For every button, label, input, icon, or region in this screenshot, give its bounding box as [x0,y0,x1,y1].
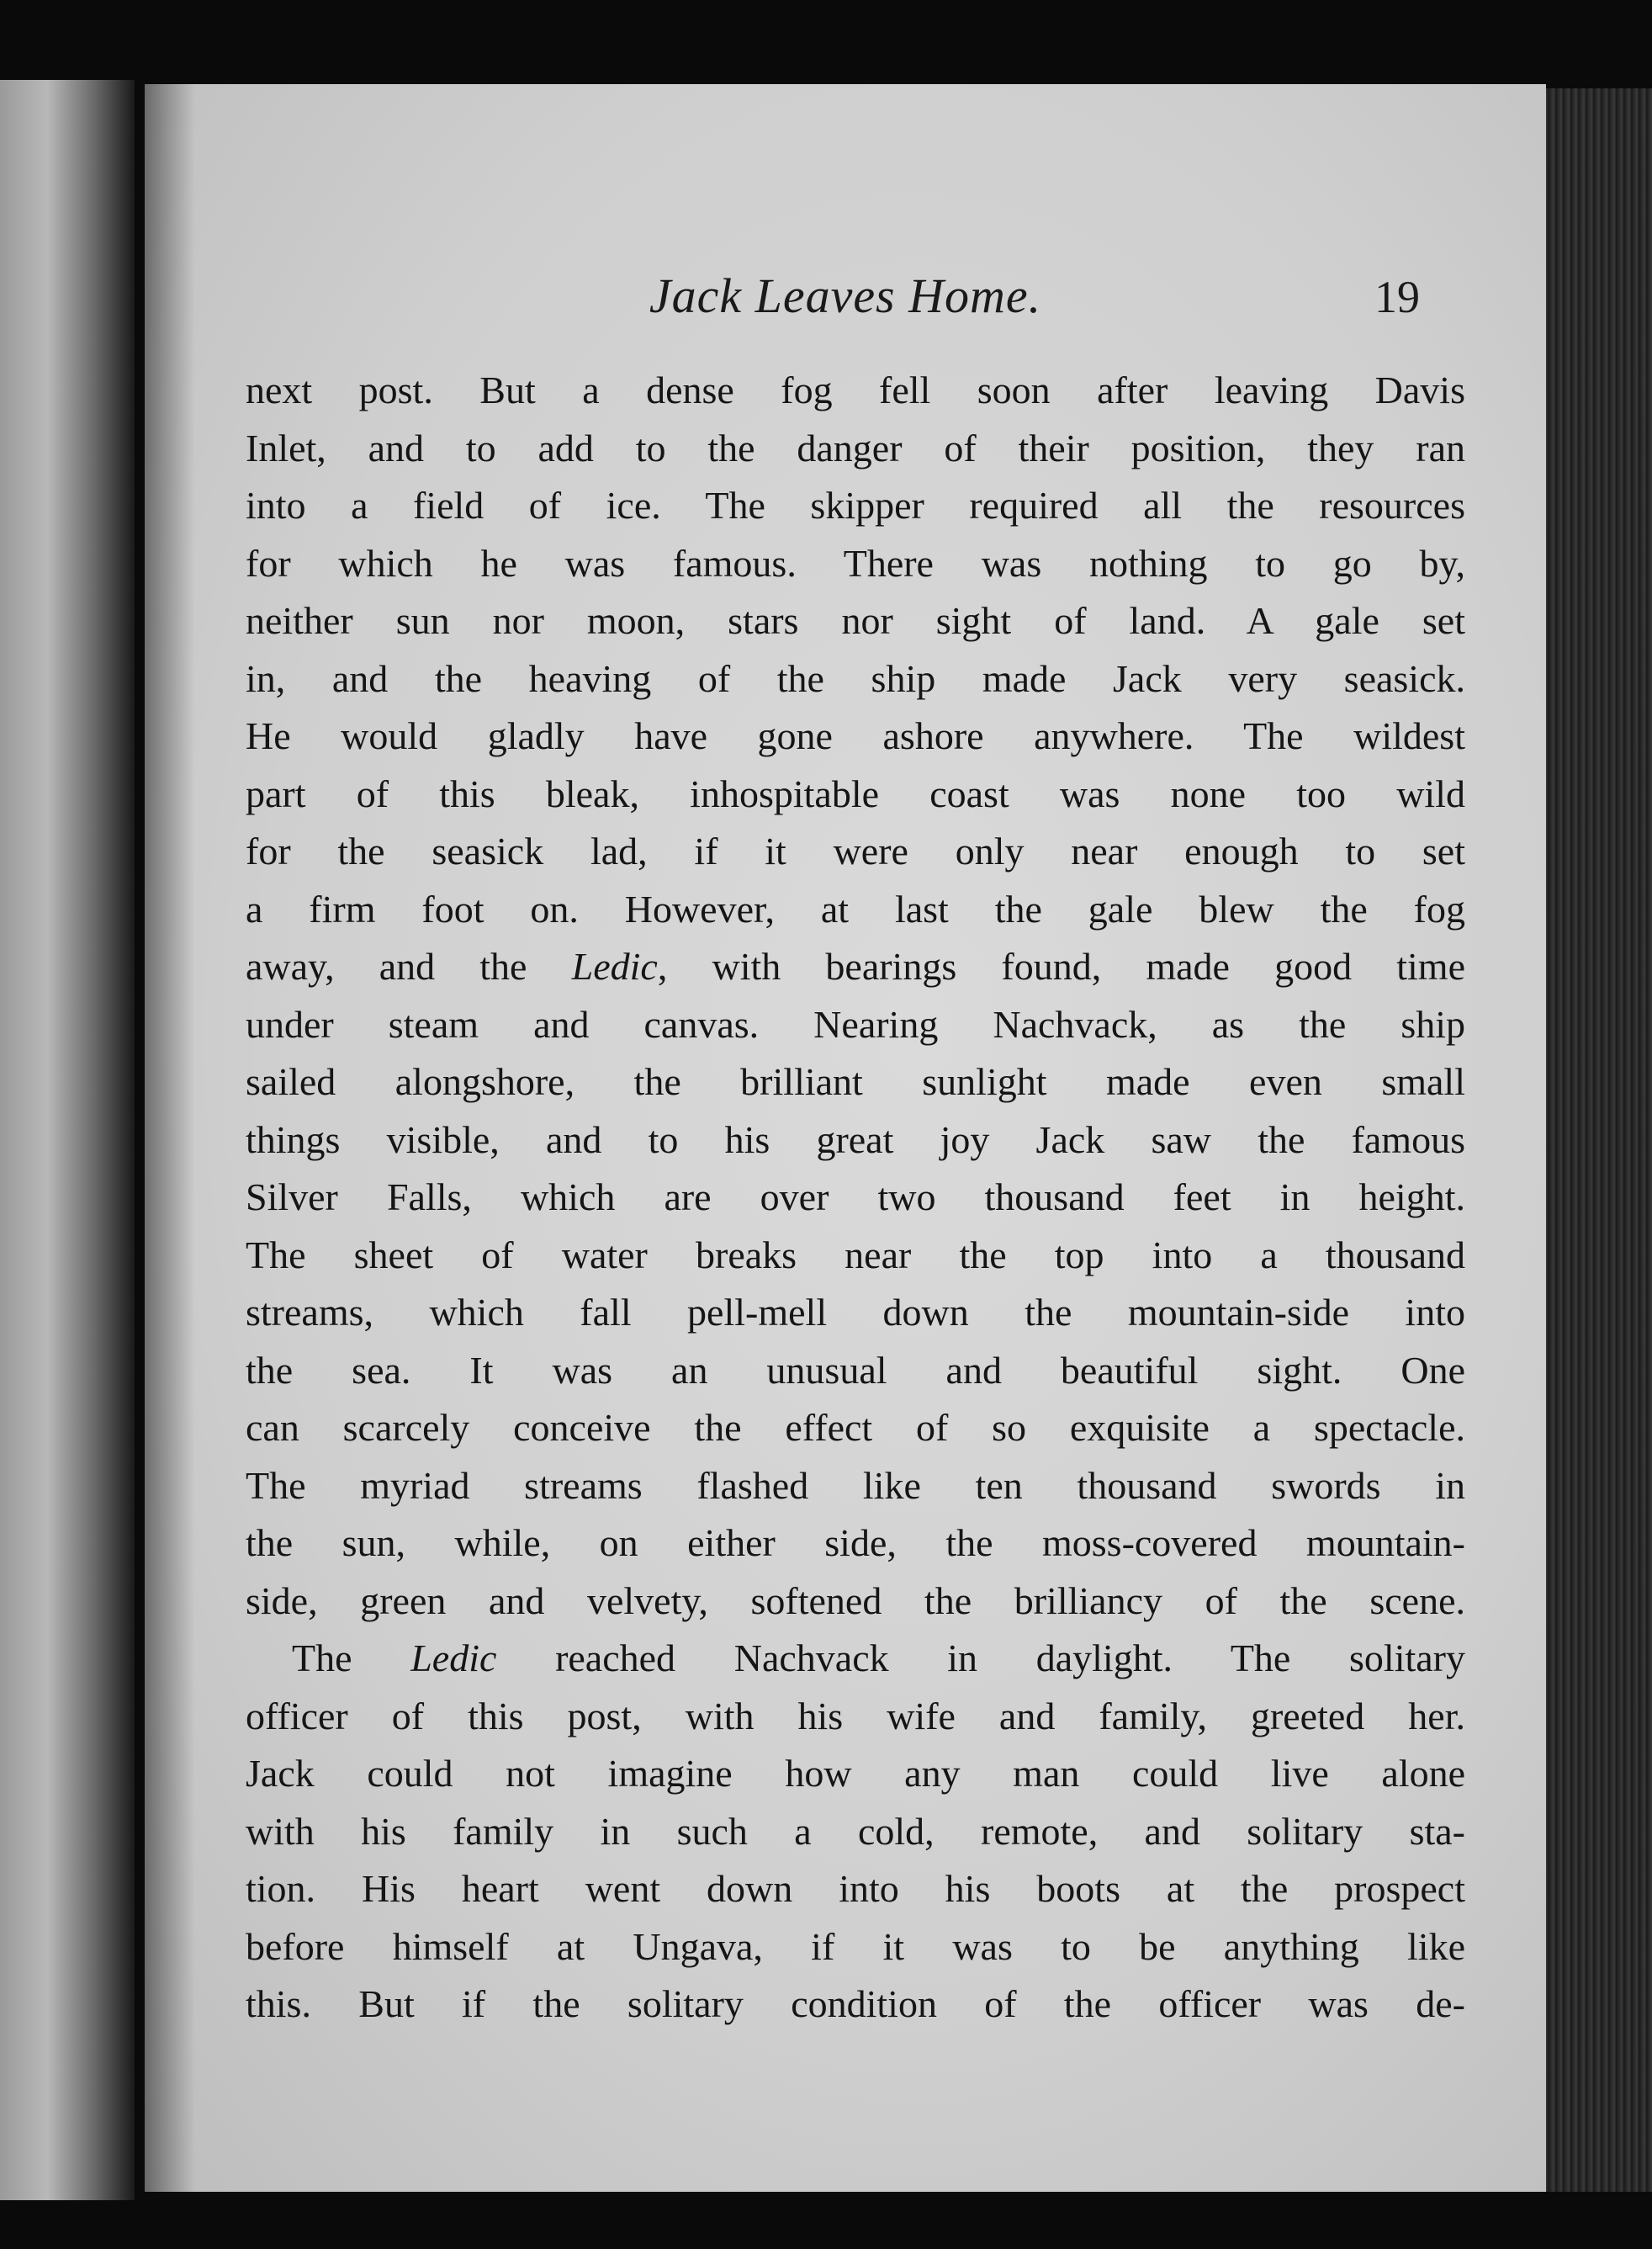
running-title: Jack Leaves Home. [649,268,1042,323]
text-line: He would gladly have gone ashore anywhere. The wildest [246,714,1465,757]
gutter-shadow [145,84,195,2192]
text-line: under steam and canvas. Nearing Nachvack, as the ship [246,1002,1465,1046]
text-line: this. But if the solitary condition of the officer was de- [246,1982,1465,2025]
text-line: into a field of ice. The skipper required all the resources [246,484,1465,527]
text-line: the sea. It was an unusual and beautiful sight. One [246,1348,1465,1392]
page-stack-edge [1543,88,1652,2192]
page-header [145,268,1546,343]
text-line: in, and the heaving of the ship made Jack very seasick. [246,656,1465,700]
text-line: before himself at Ungava, if it was to be anything like [246,1924,1465,1968]
text-line: the sun, while, on either side, the moss-covered mountain- [246,1521,1465,1564]
text-line: part of this bleak, inhospitable coast was none too wild [246,772,1465,815]
text-line: Silver Falls, which are over two thousand feet in height. [246,1175,1465,1218]
adjacent-page-edge [0,80,135,2200]
text-line: officer of this post, with his wife and family, greeted her. [246,1694,1465,1737]
text-line: next post. But a dense fog fell soon after leaving Davis [246,369,1465,411]
text-line: Inlet, and to add to the danger of their position, they ran [246,426,1465,469]
text-line: for which he was famous. There was nothing to go by, [246,541,1465,585]
text-line: for the seasick lad, if it were only near enough to set [246,830,1465,873]
text-line: The sheet of water breaks near the top into a thousand [246,1233,1465,1276]
book-page [145,84,1546,2192]
text-line: neither sun nor moon, stars nor sight of land. A gale set [246,599,1465,642]
text-line: can scarcely conceive the effect of so exquisite a spectacle. [246,1406,1465,1449]
text-line: side, green and velvety, softened the brilliancy of the scene. [246,1578,1465,1622]
text-line: things visible, and to his great joy Jack saw the famous [246,1117,1465,1161]
page-number: 19 [1374,272,1420,322]
text-line: The myriad streams flashed like ten thousand swords in [246,1463,1465,1507]
text-line: a firm foot on. However, at last the gale blew the fog [246,887,1465,931]
text-line: tion. His heart went down into his boots at the prospect [246,1867,1465,1910]
text-line: with his family in such a cold, remote, and solitary sta- [246,1809,1465,1853]
paragraph-start-line: The Ledic reached Nachvack in daylight. The solitary [292,1636,1465,1679]
text-line: streams, which fall pell-mell down the mountain-side into [246,1291,1465,1334]
body-text [246,362,1465,2034]
text-line: Jack could not imagine how any man could live alone [246,1752,1465,1795]
text-line: away, and the Ledic, with bearings found, made good time [246,945,1465,988]
text-line: sailed alongshore, the brilliant sunlight made even small [246,1060,1465,1103]
